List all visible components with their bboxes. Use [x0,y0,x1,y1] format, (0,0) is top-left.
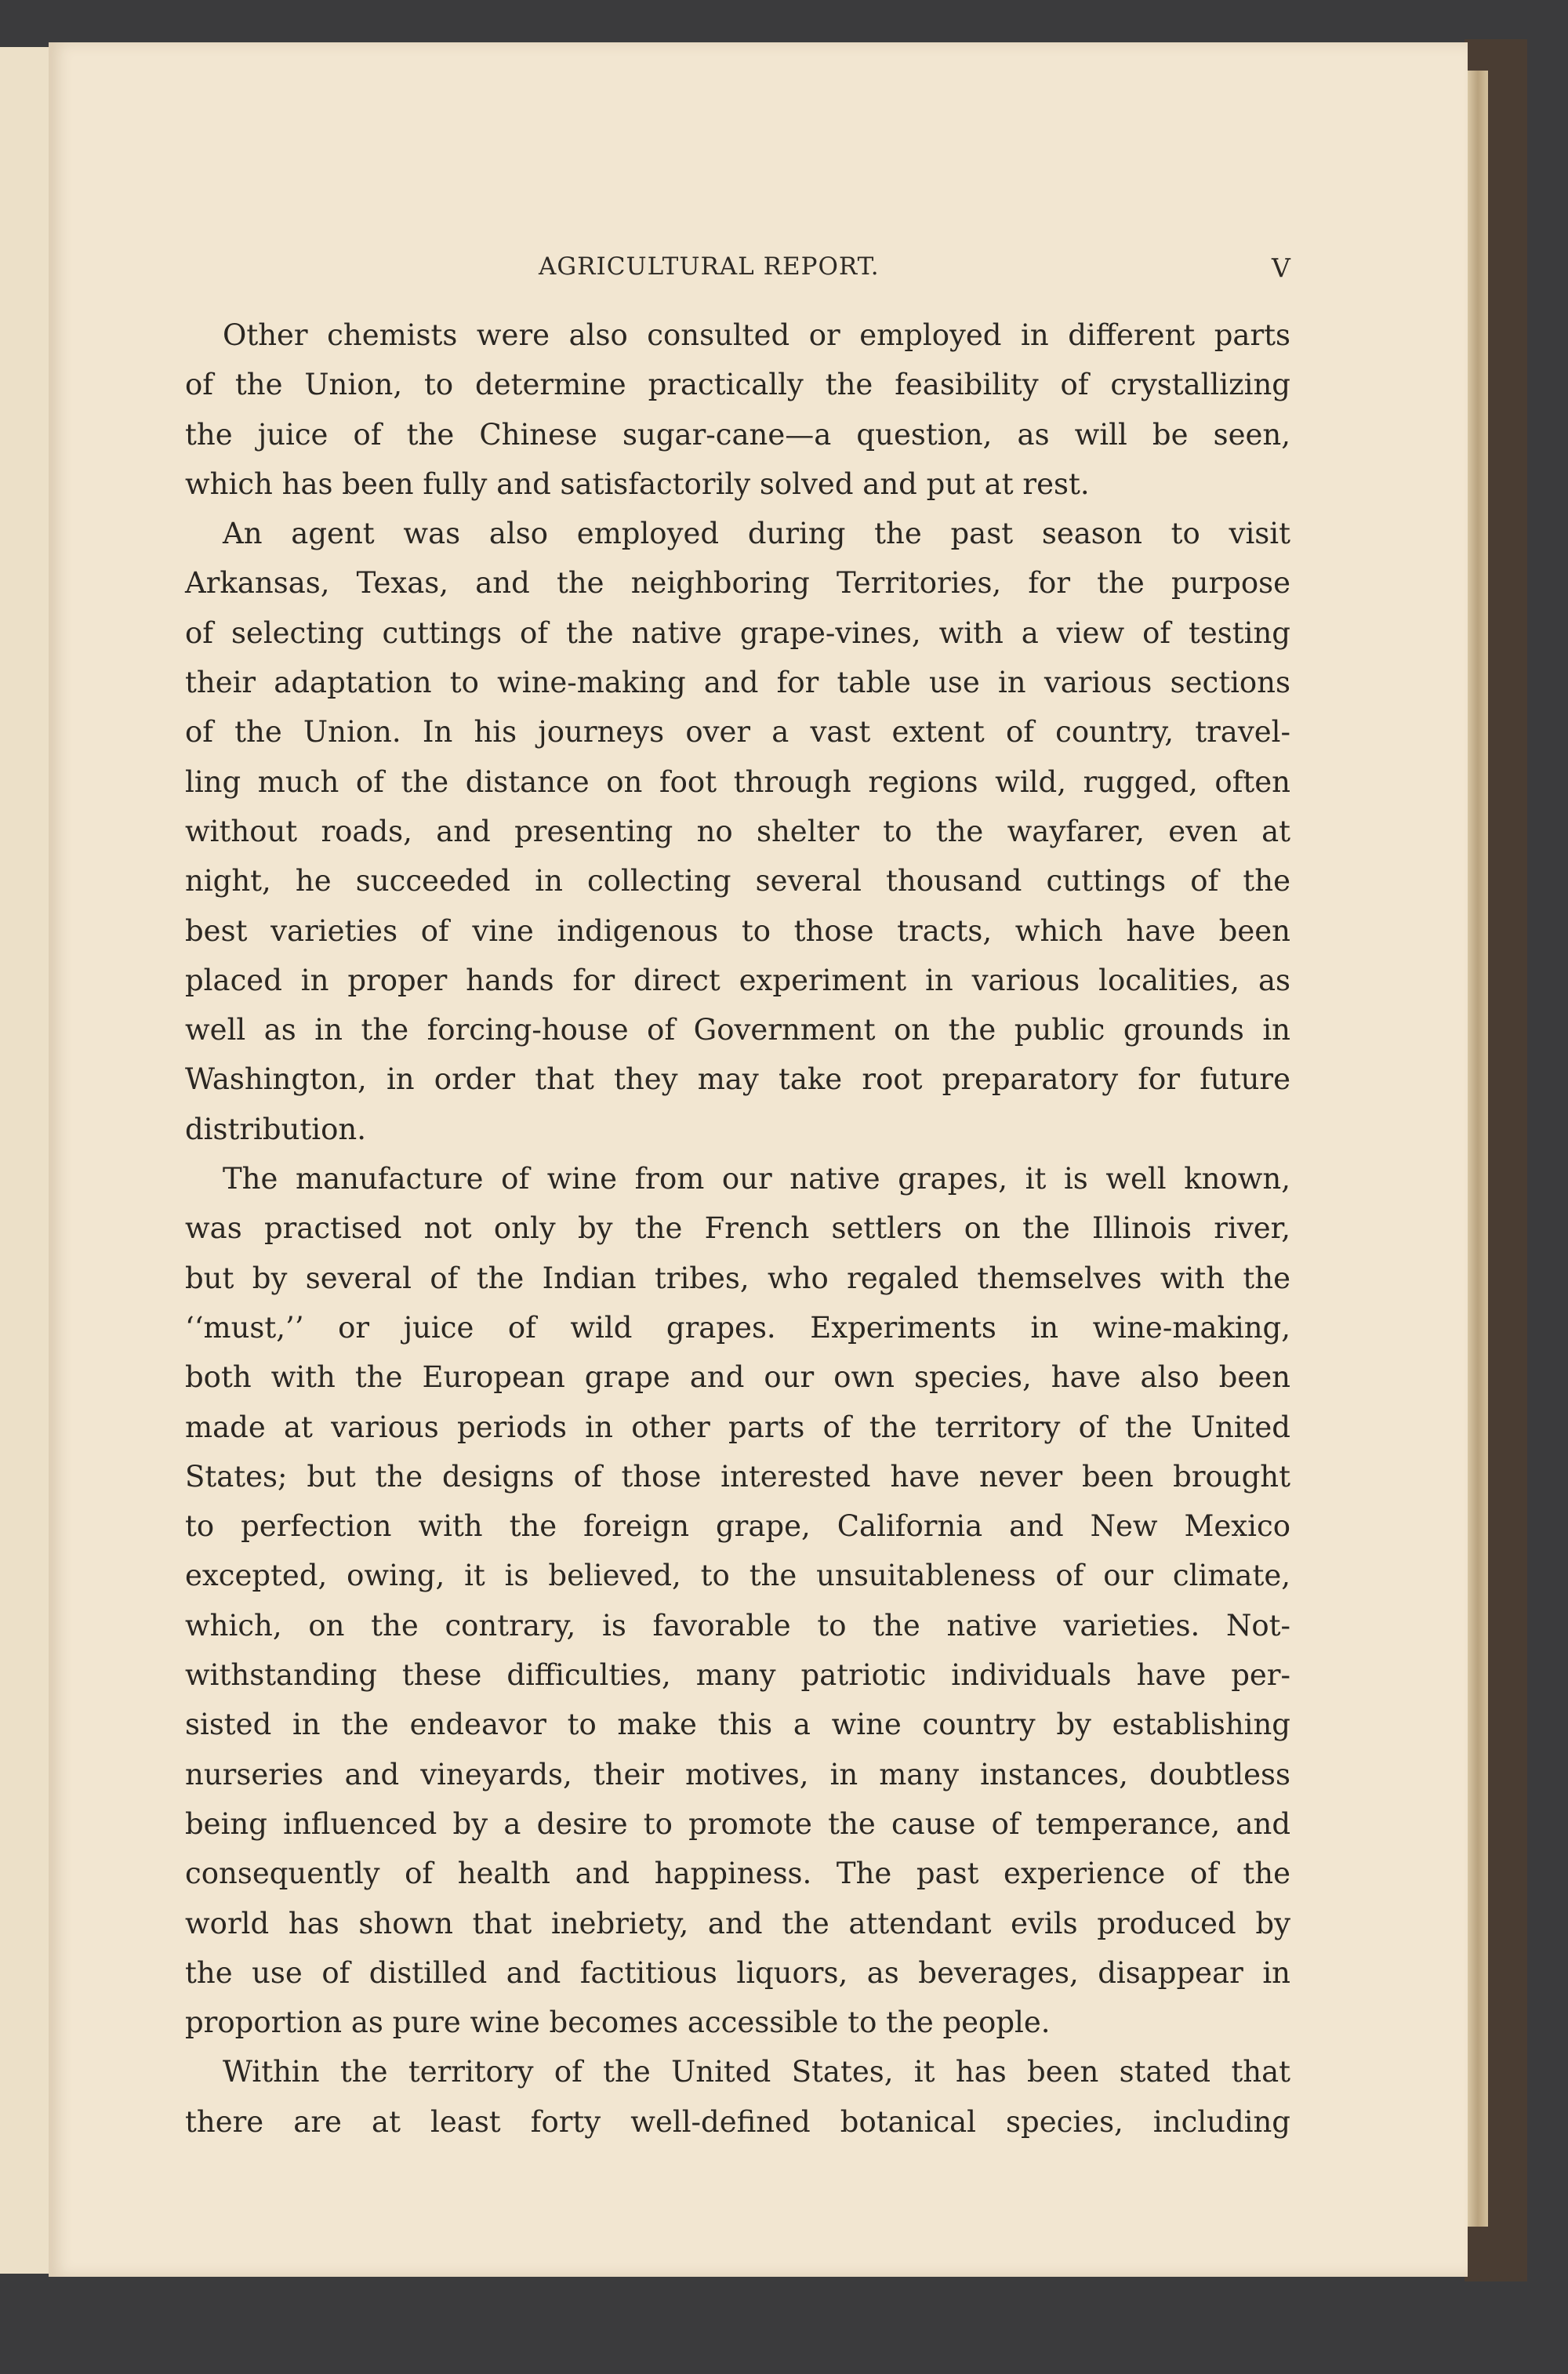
text-line: Within the territory of the United States, it has been stated that [223,2055,1290,2089]
text-line: ‘‘must,’’ or juice of wild grapes. Experiments in wine-making, [185,1310,1290,1345]
text-line: was practised not only by the French settlers on the Illinois river, [185,1211,1290,1246]
paragraph [185,310,1290,509]
text-line: distribution. [185,1112,366,1146]
text-line: which, on the contrary, is favorable to the native varieties. Not- [185,1608,1290,1643]
text-line: placed in proper hands for direct experiment in various localities, as [185,963,1290,997]
text-line: withstanding these difficulties, many patriotic individuals have per- [185,1658,1290,1693]
text-line: made at various periods in other parts of the territory of the United [185,1410,1290,1444]
paragraph [185,2047,1290,2147]
text-line: An agent was also employed during the past season to visit [223,517,1290,551]
book-page [49,42,1468,2277]
text-line: of selecting cuttings of the native grape-vines, with a view of testing [185,615,1290,650]
text-line: Other chemists were also consulted or employed in different parts [223,318,1290,352]
text-line: of the Union, to determine practically the feasibility of crystallizing [185,368,1290,402]
text-line: world has shown that inebriety, and the attendant evils produced by [185,1906,1290,1940]
text-line: the juice of the Chinese sugar-cane—a question, as will be seen, [185,417,1290,452]
text-line: both with the European grape and our own species, have also been [185,1360,1290,1395]
running-title: AGRICULTURAL REPORT. [539,252,880,281]
text-line: ling much of the distance on foot through regions wild, rugged, often [185,764,1290,799]
text-line: Washington, in order that they may take root preparatory for future [185,1062,1290,1097]
page-number: V [1272,252,1290,283]
text-line: consequently of health and happiness. The past experience of the [185,1857,1290,1891]
text-line: their adaptation to wine-making and for table use in various sections [185,666,1290,700]
text-line: night, he succeeded in collecting several thousand cuttings of the [185,864,1290,898]
facing-page-edge [0,47,50,2274]
running-header [49,252,1468,292]
paragraph [185,1154,1290,2047]
paragraph [185,509,1290,1154]
text-line: without roads, and presenting no shelter to the wayfarer, even at [185,814,1290,848]
body-text [185,310,1290,2147]
text-line: Arkansas, Texas, and the neighboring Territories, for the purpose [185,566,1290,601]
text-line: sisted in the endeavor to make this a wine country by establishing [185,1708,1290,1742]
text-line: of the Union. In his journeys over a vast extent of country, travel- [185,715,1290,750]
text-line: best varieties of vine indigenous to those tracts, which have been [185,913,1290,948]
text-line: being influenced by a desire to promote the cause of temperance, and [185,1806,1290,1841]
text-line: proportion as pure wine becomes accessible to the people. [185,2006,1051,2040]
text-line: The manufacture of wine from our native grapes, it is well known, [223,1162,1290,1196]
text-line: States; but the designs of those interested have never been brought [185,1459,1290,1494]
text-line: well as in the forcing-house of Government on the public grounds in [185,1013,1290,1047]
page-block-edge [1468,71,1488,2227]
text-line: which has been fully and satisfactorily solved and put at rest. [185,466,1090,501]
text-line: to perfection with the foreign grape, California and New Mexico [185,1509,1290,1544]
text-line: the use of distilled and factitious liquors, as beverages, disappear in [185,1955,1290,1990]
text-line: but by several of the Indian tribes, who regaled themselves with the [185,1261,1290,1295]
text-line: nurseries and vineyards, their motives, in many instances, doubtless [185,1757,1290,1791]
text-line: there are at least forty well-defined botanical species, including [185,2104,1290,2139]
text-line: excepted, owing, it is believed, to the unsuitableness of our climate, [185,1559,1290,1593]
